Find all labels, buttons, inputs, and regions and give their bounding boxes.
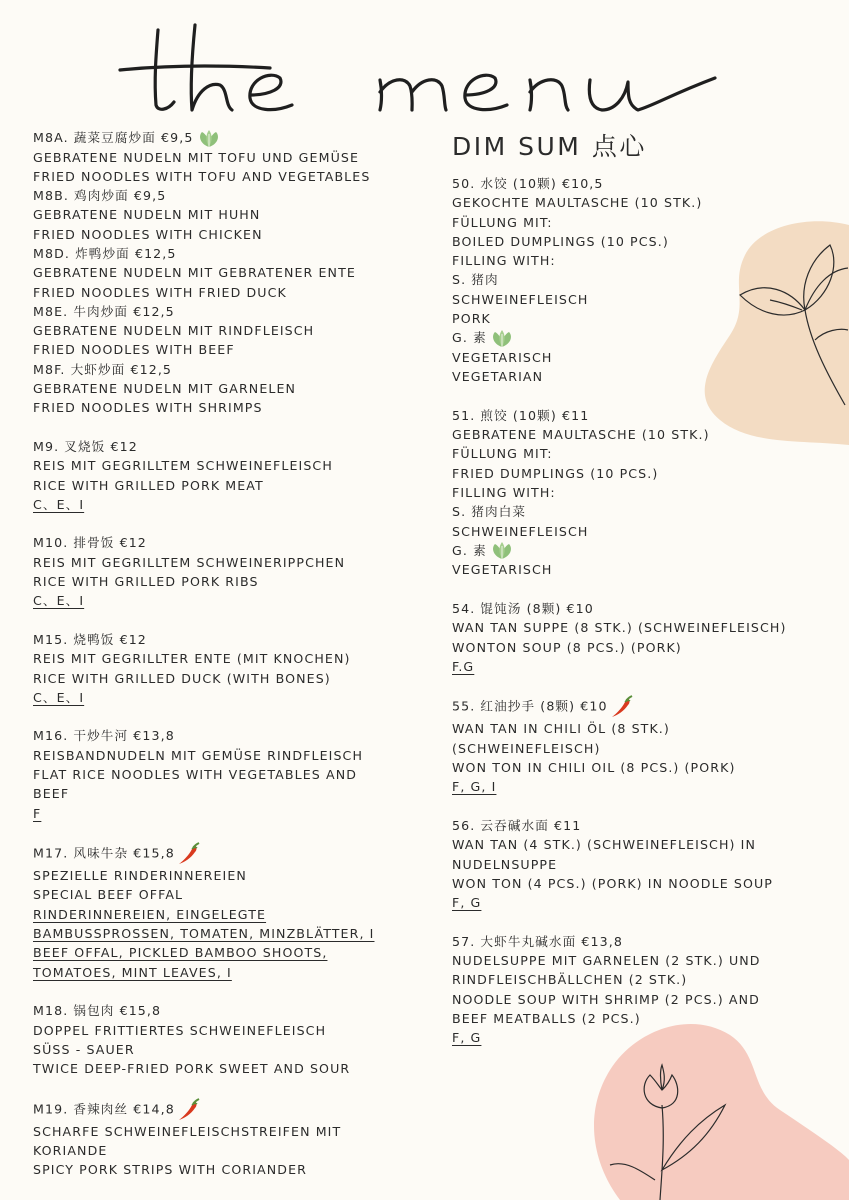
menu-column-right: [452, 130, 842, 1047]
menu-item: [452, 406, 842, 580]
menu-item-name: [33, 302, 433, 321]
menu-item-description: WON TON IN CHILI OIL (8 PCS.) (PORK): [452, 760, 736, 776]
menu-item-description: REIS MIT GEGRILLTEM SCHWEINERIPPCHEN: [33, 554, 346, 570]
menu-item-name-text: 55. 红油抄手 (8颗) €10: [452, 698, 608, 714]
menu-item: [33, 726, 433, 822]
menu-item: [33, 842, 433, 982]
menu-item: [33, 533, 433, 610]
chili-icon: [175, 1101, 201, 1116]
menu-item-description: REISBANDNUDELN MIT GEMÜSE RINDFLEISCH: [33, 747, 364, 763]
menu-item-description: KORIANDE: [33, 1143, 108, 1159]
menu-item-description: BOILED DUMPLINGS (10 PCS.): [452, 233, 669, 249]
menu-item-description: FILLING WITH:: [452, 484, 556, 500]
menu-item-name: [33, 630, 433, 649]
menu-item-name-text: M8E. 牛肉炒面 €12,5: [33, 303, 175, 319]
menu-item-description: NOODLE SOUP WITH SHRIMP (2 PCS.) AND: [452, 991, 760, 1007]
menu-item-name-text: M8D. 炸鸭炒面 €12,5: [33, 245, 177, 261]
menu-item-name-text: M8F. 大虾炒面 €12,5: [33, 361, 173, 377]
spacer: [452, 580, 842, 599]
menu-item-variant-description: VEGETARISCH: [452, 562, 553, 578]
menu-item-name: [33, 842, 433, 866]
menu-item-description: REIS MIT GEGRILLTER ENTE (MIT KNOCHEN): [33, 651, 351, 667]
menu-item-description: BEEF MEATBALLS (2 PCS.): [452, 1010, 641, 1026]
menu-item-description: SÜSS - SAUER: [33, 1041, 135, 1057]
menu-item-description: DOPPEL FRITTIERTES SCHWEINEFLEISCH: [33, 1022, 327, 1038]
menu-item-description: SCHWEINEFLEISCH: [452, 523, 589, 539]
menu-item-name: [33, 533, 433, 552]
menu-item-description: NUDELNSUPPE: [452, 856, 558, 872]
menu-item-description: WONTON SOUP (8 PCS.) (PORK): [452, 639, 682, 655]
menu-item-description: FILLING WITH:: [452, 253, 556, 269]
menu-item-description: NUDELSUPPE MIT GARNELEN (2 STK.) UND: [452, 952, 761, 968]
menu-item-description: GEKOCHTE MAULTASCHE (10 STK.): [452, 195, 703, 211]
menu-item-description: SCHWEINEFLEISCH: [452, 291, 589, 307]
menu-item-description: TWICE DEEP-FRIED PORK SWEET AND SOUR: [33, 1061, 351, 1077]
menu-item-description: SPECIAL BEEF OFFAL: [33, 887, 184, 903]
menu-item: [33, 360, 433, 418]
menu-item-name: [33, 1098, 433, 1122]
menu-item-description: RICE WITH GRILLED PORK RIBS: [33, 574, 259, 590]
menu-item-allergens: C、E、I: [33, 593, 85, 609]
menu-item-name-text: 50. 水饺 (10颗) €10,5: [452, 176, 604, 191]
section-title-dim-sum: DIM SUM 点心: [452, 132, 647, 161]
menu-item-description: FRIED NOODLES WITH TOFU AND VEGETABLES: [33, 168, 371, 184]
menu-item-allergens: F, G: [452, 895, 482, 911]
menu-item-description: RINDFLEISCHBÄLLCHEN (2 STK.): [452, 972, 688, 988]
menu-item-name-text: M17. 风味牛杂 €15,8: [33, 845, 175, 861]
spacer: [33, 418, 433, 437]
spacer: [33, 982, 433, 1001]
menu-item-description: FLAT RICE NOODLES WITH VEGETABLES AND: [33, 767, 358, 782]
menu-item: [33, 128, 433, 186]
menu-item-allergens: BEEF OFFAL, PICKLED BAMBOO SHOOTS,: [33, 945, 328, 961]
menu-item-variant-name: G. 素: [452, 542, 487, 558]
spacer: [33, 1078, 433, 1097]
menu-item-name-text: M18. 锅包肉 €15,8: [33, 1003, 162, 1019]
menu-item-description: FRIED NOODLES WITH BEEF: [33, 342, 235, 358]
menu-item-description: REIS MIT GEGRILLTEM SCHWEINEFLEISCH: [33, 458, 333, 474]
menu-item-description: WON TON (4 PCS.) (PORK) IN NOODLE SOUP: [452, 875, 773, 891]
menu-item-description: GEBRATENE NUDELN MIT HUHN: [33, 207, 261, 223]
menu-item: [33, 244, 433, 302]
spacer: [33, 823, 433, 842]
page-title: [0, 6, 849, 7]
menu-item-description: FÜLLUNG MIT:: [452, 446, 553, 462]
leaf-icon: [194, 130, 222, 145]
leaf-icon: [487, 330, 515, 345]
menu-item-variant: [452, 541, 842, 561]
spacer: [452, 386, 842, 405]
menu-item-description: (SCHWEINEFLEISCH): [452, 740, 601, 756]
menu-item-name-text: 56. 云吞碱水面 €11: [452, 817, 582, 833]
menu-item-name: [452, 406, 842, 425]
tulip-line-art-icon: [600, 1060, 740, 1200]
menu-item-description: PORK: [452, 311, 491, 327]
menu-item: [452, 932, 842, 1048]
spacer: [452, 912, 842, 931]
menu-item-description: FRIED NOODLES WITH CHICKEN: [33, 226, 263, 242]
leaf-icon: [487, 543, 515, 558]
menu-item-name: [452, 174, 842, 193]
menu-item-description: GEBRATENE NUDELN MIT TOFU UND GEMÜSE: [33, 149, 360, 165]
menu-item-name-text: 54. 馄饨汤 (8颗) €10: [452, 600, 594, 616]
menu-item: [33, 437, 433, 514]
menu-item-variant: [452, 328, 842, 348]
spacer: [33, 514, 433, 533]
chili-icon: [175, 846, 201, 861]
menu-item-description: FRIED NOODLES WITH SHRIMPS: [33, 400, 263, 416]
menu-item-description: WAN TAN SUPPE (8 STK.) (SCHWEINEFLEISCH): [452, 620, 787, 636]
menu-item-description: S. 猪肉: [452, 272, 499, 288]
menu-item: [33, 186, 433, 244]
menu-item: [452, 174, 842, 386]
menu-item: [33, 302, 433, 360]
menu-item-allergens: F, G, I: [452, 779, 497, 795]
menu-item-description: RICE WITH GRILLED PORK MEAT: [33, 477, 264, 493]
menu-item-description: WAN TAN IN CHILI ÖL (8 STK.): [452, 721, 670, 737]
menu-item-description: GEBRATENE NUDELN MIT GEBRATENER ENTE: [33, 265, 356, 281]
menu-item-name-text: M8B. 鸡肉炒面 €9,5: [33, 188, 167, 204]
spacer: [33, 611, 433, 630]
menu-item-name-text: 57. 大虾牛丸碱水面 €13,8: [452, 933, 623, 949]
menu-item-name-text: M15. 烧鸭饭 €12: [33, 631, 147, 647]
menu-item: [452, 695, 842, 796]
chili-icon: [608, 699, 634, 714]
menu-item-description: WAN TAN (4 STK.) (SCHWEINEFLEISCH) IN: [452, 837, 756, 853]
menu-item-allergens: RINDERINNEREIEN, EINGELEGTE: [33, 906, 267, 922]
menu-item-name-text: 51. 煎饺 (10颗) €11: [452, 407, 590, 423]
menu-column-left: [33, 128, 433, 1180]
menu-item-name: [452, 695, 842, 719]
menu-item-name-text: M8A. 蔬菜豆腐炒面 €9,5: [33, 130, 194, 145]
script-title-graphic: [110, 10, 730, 120]
menu-item-description: FRIED DUMPLINGS (10 PCS.): [452, 465, 659, 481]
spacer: [452, 676, 842, 695]
menu-item-allergens: F.G: [452, 658, 475, 674]
menu-item: [33, 1001, 433, 1078]
dim-sum-list: [452, 174, 842, 1047]
menu-item-allergens: TOMATOES, MINT LEAVES, I: [33, 964, 232, 980]
menu-item-name: [33, 726, 433, 745]
menu-item-allergens: F: [33, 805, 42, 821]
spacer: [452, 797, 842, 816]
menu-item-name: [452, 599, 842, 618]
menu-item-name: [452, 932, 842, 951]
menu-item-description: GEBRATENE MAULTASCHE (10 STK.): [452, 427, 710, 443]
menu-item-name: [33, 1001, 433, 1020]
menu-item-allergens: BAMBUSSPROSSEN, TOMATEN, MINZBLÄTTER, I: [33, 926, 375, 942]
menu-item-allergens: F, G: [452, 1030, 482, 1046]
menu-item-name: [452, 816, 842, 835]
menu-item-description: SPEZIELLE RINDERINNEREIEN: [33, 868, 247, 884]
spacer: [33, 707, 433, 726]
menu-item-description: SCHARFE SCHWEINEFLEISCHSTREIFEN MIT: [33, 1123, 342, 1139]
menu-item-description: BEEF: [33, 786, 70, 802]
menu-item-name-text: M10. 排骨饭 €12: [33, 535, 147, 551]
menu-item-description: GEBRATENE NUDELN MIT GARNELEN: [33, 381, 297, 397]
menu-item-name-text: M9. 叉烧饭 €12: [33, 438, 138, 454]
menu-item: [452, 599, 842, 676]
menu-item-name-text: M16. 干炒牛河 €13,8: [33, 728, 175, 744]
menu-item-description: RICE WITH GRILLED DUCK (WITH BONES): [33, 670, 331, 686]
menu-item-name: [33, 186, 433, 205]
menu-item-name: [33, 128, 433, 148]
menu-item-description: SPICY PORK STRIPS WITH CORIANDER: [33, 1162, 307, 1178]
menu-item-description: GEBRATENE NUDELN MIT RINDFLEISCH: [33, 323, 315, 339]
menu-item-description: S. 猪肉白菜: [452, 504, 527, 520]
menu-item-name-text: M19. 香辣肉丝 €14,8: [33, 1101, 175, 1117]
menu-item-name: [33, 244, 433, 263]
menu-item-variant-description: VEGETARIAN: [452, 369, 544, 385]
menu-item-name: [33, 360, 433, 379]
menu-item-variant-description: VEGETARISCH: [452, 349, 553, 365]
menu-item-allergens: C、E、I: [33, 496, 85, 512]
menu-item-name: [33, 437, 433, 456]
menu-item-variant-name: G. 素: [452, 330, 487, 346]
menu-item-description: FÜLLUNG MIT:: [452, 214, 553, 230]
menu-item-description: FRIED NOODLES WITH FRIED DUCK: [33, 284, 287, 300]
menu-item: [33, 1098, 433, 1180]
menu-item: [452, 816, 842, 912]
menu-item: [33, 630, 433, 707]
menu-item-allergens: C、E、I: [33, 689, 85, 705]
